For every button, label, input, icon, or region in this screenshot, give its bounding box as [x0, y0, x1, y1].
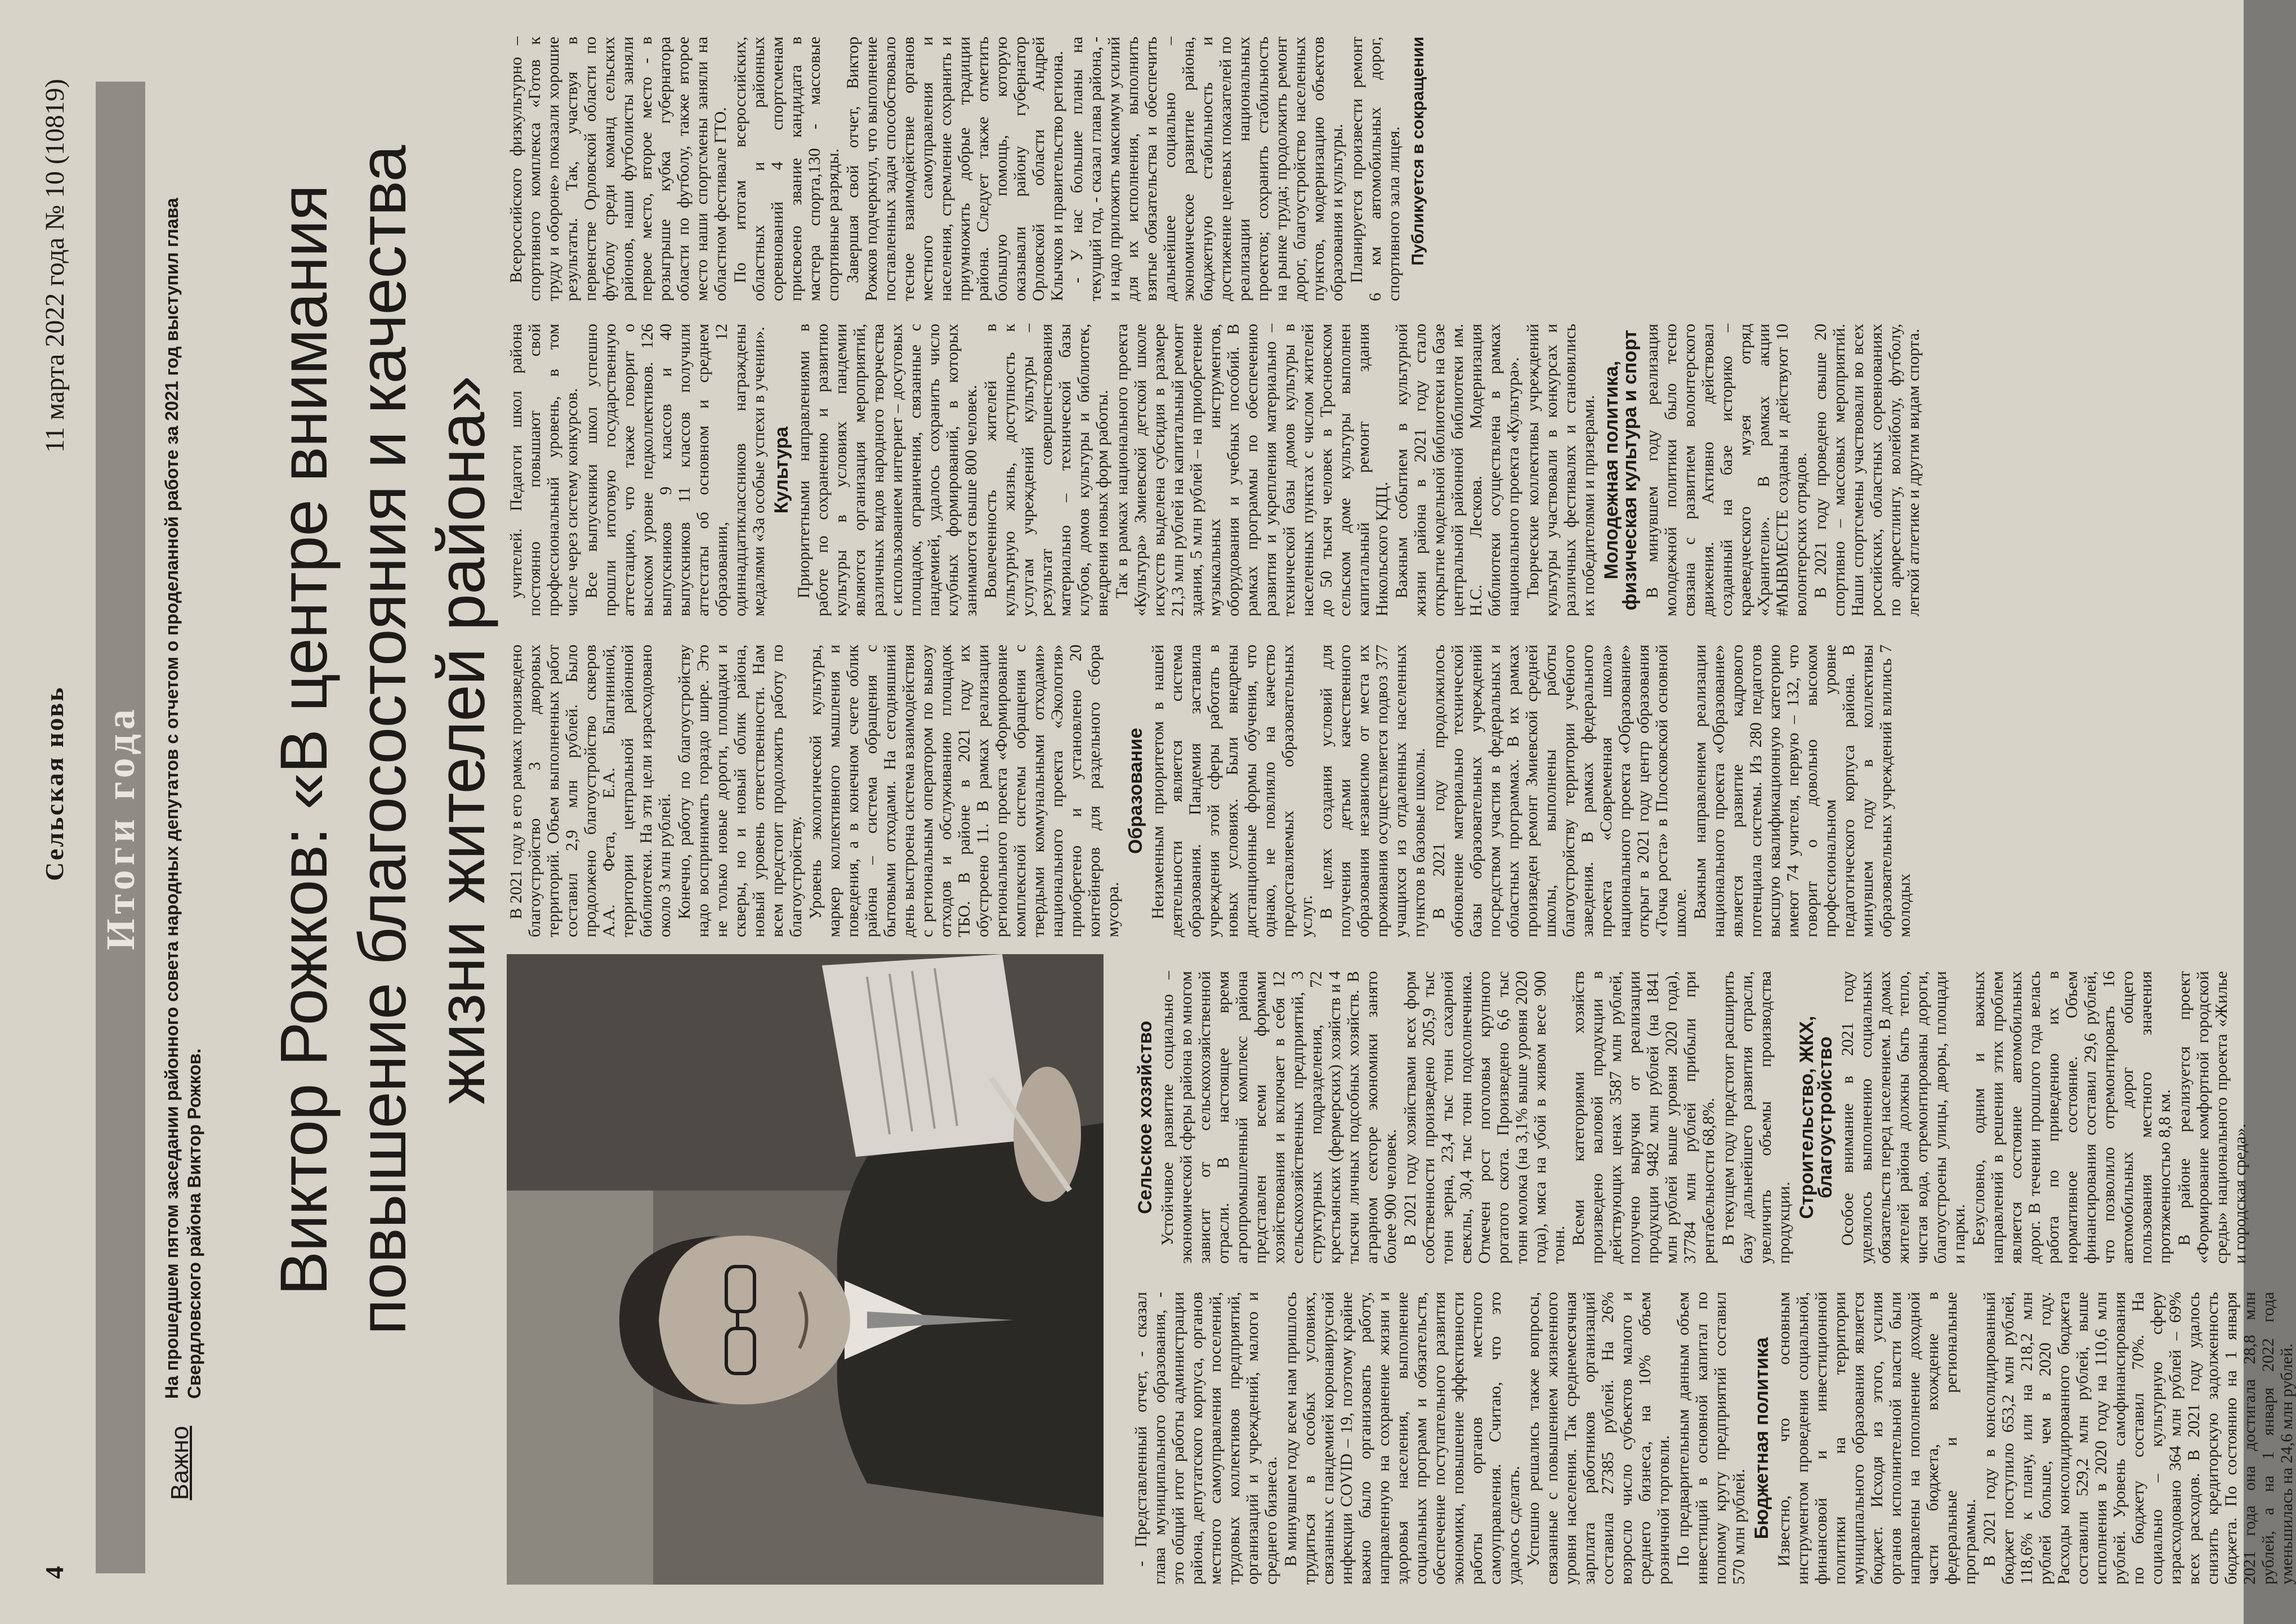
body-paragraph: Творческие коллективы учреждений культуры участвовали в конкурсах и различных фестивалях и становились их победителями и призерами. — [1524, 324, 1598, 616]
issue-date: 11 марта 2022 года № 10 (10819) — [40, 79, 70, 453]
body-paragraph: В 2021 году продолжилось обновление материально технической базы образовательных учреждений посредством участия в федеральных и областных программах. В их рамках произведен ремонт Змиевской средней школы, выполнены работы благоустройству территории учебного заведения. В рамках федерального проекта «Современная школа» национального проекта «Образование» открыт в 2021 году центр образования «Точка роста» в Плосковской основной школе. — [1430, 645, 1690, 937]
body-paragraph: В 2021 году хозяйствами всех форм собственности произведено 205,9 тыс тонн зерна, 23,4 тыс тонн сахарной свеклы, 30,4 тыс тонн подсолнечника. Отмечен рост поголовья крупного рогатого скота. Произведено 6,6 тыс тонн молока (на 3,1% выше уровня 2020 года), мяса на убой в живом весе 900 тонн. — [1401, 971, 1568, 1264]
body-paragraph: Уровень экологической культуры, маркер коллективного мышления и поведения, а в конечном счете облик района – система обращения с бытовыми отходами. На сегодняшний день выстроена система взаимодействия с региональным оператором по вывозу отходов и обслуживанию площадок ТБО. В районе в 2021 году их обустроено 11. В рамках реализации регионального проекта «Формирование комплексной системы обращения с твердыми коммунальными отходами» национального проекта «Экология» приобретено и установлено 20 контейнеров для раздельного сбора мусора. — [806, 645, 1122, 937]
text-column-3 — [507, 645, 2196, 937]
text-column-5 — [507, 37, 2196, 301]
body-paragraph: Важным событием в культурной жизни района в 2021 году стало открытие модельной библиотеки на базе центральной районной библиотеки им. Н.С. Лескова. Модернизация библиотеки осуществлена в рамках национального проекта «Культура». — [1392, 324, 1522, 616]
body-paragraph: В минувшем году реализация молодежной политики было тесно связана с развитием волонтерского движения. Активно действовал созданный на базе историко – краеведческого музея отряд «Хранители». В рамках акции #МЫВМЕСТЕ созданы и действуют 10 волонтерских отрядов. — [1643, 324, 1810, 616]
body-paragraph: Безусловно, одним и важных направлений в решении этих проблем является состояние автомобильных дорог. В течении прошлого года велась работа по приведению их в нормативное состояние. Объем финансирования составил 29,6 рублей, что позволило отремонтировать 16 автомобильных дорог общего пользования местного значения протяженностью 8,8 км. — [1969, 971, 2174, 1264]
body-paragraph: Всеми категориями хозяйств произведено валовой продукции в действующих ценах 3587 млн рублей, получено выручки от реализации продукции 9482 млн рублей (на 1841 млн рублей выше уровня 2020 года), 37784 млн рублей прибыли при рентабельности 68,8%. — [1569, 971, 1718, 1264]
body-paragraph: Всероссийского физкультурно – спортивного комплекса «Готов к труду и обороне» показали хорошие результаты. Так, участвуя в первенстве Орловской области по футболу среди команд сельских районов, наши футболисты заняли первое место, второе место - в розыгрыше кубка губернатора области по футболу, также второе место наши спортсмены заняли на областном фестивале ГТО. — [507, 37, 730, 301]
newspaper-name: Сельская новь — [40, 686, 69, 881]
body-paragraph: В минувшем году всем нам пришлось трудиться в особых условиях, связанных с пандемией коронавирусной инфекции COVID – 19, поэтому крайне важно было организовать работу, направленную на сохранение жизни и здоровья населения, выполнение социальных программ и обязательств, обеспечение поступательного развития экономики, повышение эффективности работы органов местного самоуправления. Считаю, что это удалось сделать. — [1281, 1292, 1523, 1585]
section-heading: Культура — [771, 426, 792, 514]
body-paragraph: Вовлеченность жителей в культурную жизнь, доступность к услугам учреждений культуры – результат совершенствования материально – технической базы клубов, домов культуры и библиотек, внедрения новых форм работы. — [981, 324, 1111, 616]
text-column-1 — [1132, 1292, 2296, 1585]
body-paragraph: Известно, что основным инструментом проведения социальной, финансовой и инвестиционной политики на территории муниципального образования является бюджет. Исходя из этого, усилия органов исполнительной власти были направлены на пополнение доходной части бюджета, вхождение в федеральные и региональные программы. — [1775, 1292, 1979, 1585]
body-paragraph: Завершая свой отчет, Виктор Рожков подчеркнул, что выполнение поставленных задач способствовало тесное взаимодействие органов местного самоуправления и населения, стремление сохранить и приумножить добрые традиции района. Следует также отметить большую помощь, которую оказывали району губернатор Орловской области Андрей Клычков и правительство региона. — [843, 37, 1066, 301]
section-banner: Итоги года — [96, 82, 145, 1573]
section-heading: Молодежная политика, физическая культура и спорт — [1601, 329, 1641, 611]
publication-note: Публикуется в сокращении — [1409, 37, 1427, 266]
running-header — [39, 79, 79, 1579]
body-paragraph: В районе реализуется проект «Формирование комфортной городской среды» национального проекта «Жилье и городская среда». — [2175, 971, 2249, 1264]
body-paragraph: - Представленный отчет, - сказал глава муниципального образования, - это общий итог работы администрации района, депутатского корпуса, органов местного самоуправления поселений, трудовых коллективов предприятий, организаций и учреждений, малого и среднего бизнеса. — [1132, 1292, 1280, 1585]
body-paragraph: В 2021 году в его рамках произведено благоустройство 3 дворовых территорий. Объем выполненных работ составил 2,9 млн рублей. Было продолжено благоустройство скверов А.А. Фета, Е.А. Благининой, территории центральной районной библиотеки. На эти цели израсходовано около 3 млн рублей. — [507, 645, 674, 937]
body-paragraph: Планируется произвести ремонт 6 км автомобильных дорог, спортивного зала лицея. — [1347, 37, 1403, 301]
body-paragraph: Так в рамках национального проекта «Культура» Змиевской детской школе искусств выделена субсидия в размере 21,3 млн рублей на капитальный ремонт здания, 5 млн рублей – на приобретение музыкальных инструментов, оборудования и учебных пособий. В рамках программы по обеспечению развития и укрепления материально – технической базы домов культуры в населенных пунктах с числом жителей до 50 тысяч человек в Тросновском сельском доме культуры выполнен капитальный ремонт здания Никольского КДЦ. — [1113, 324, 1391, 616]
rubric-label: Важно — [166, 1425, 194, 1500]
body-paragraph: В 2021 году проведено свыше 20 спортивно – массовых мероприятий. Наши спортсмены участвовали во всех российских, областных соревнованиях по армрестлингу, волейболу, футболу, легкой атлетике и другим видам спорта. — [1811, 324, 1923, 616]
body-paragraph: Конечно, работу по благоустройству надо воспринимать гораздо шире. Это не только новые дороги, площадки и скверы, но и новый облик района, новый уровень ответственности. Нам всем предстоит продолжить работу по благоустройству. — [675, 645, 805, 937]
body-paragraph: Успешно решались также вопросы, связанные с повышением жизненного уровня населения. Так среднемесячная зарплата работников организаций составила 27385 рублей. На 26% возросло число субъектов малого и среднего бизнеса, на 10% объем розничной торговли. — [1524, 1292, 1673, 1585]
text-column-2 — [1132, 971, 2249, 1264]
body-paragraph: Особое внимание в 2021 году уделялось выполнению социальных обязательств перед населением. В домах жителей района должны быть тепло, чистая вода, отремонтированы дороги, благоустроены улицы, дворы, площади и парки. — [1838, 971, 1968, 1264]
photo-illustration — [507, 954, 1104, 1585]
page-number: 4 — [40, 1566, 69, 1579]
section-heading: Бюджетная политика — [1751, 1337, 1772, 1540]
section-heading: Образование — [1125, 727, 1146, 854]
section-heading: Строительство, ЖКХ, благоустройство — [1796, 1015, 1836, 1219]
body-paragraph: В 2021 году в консолидированный бюджет поступило 653,2 млн рублей, 118,6% к плану, или на 218,2 млн рублей больше, чем в 2020 году. Расходы консолидированного бюджета составили 529,2 млн рублей, выше исполнения в 2020 году на 110,6 млн рублей. Уровень самофинансирования по бюджету составил 70%. На социально – культурную сферу израсходовано 364 млн рублей – 69% всех расходов. В 2021 году удалось снизить кредиторскую задолженность бюджета. По состоянию на 1 января 2021 года она достигала 28,8 млн рублей, а на 1 января 2022 года уменьшилась на 24,6 млн рублей. — [1980, 1292, 2296, 1585]
article-headline: Виктор Рожков: «В центре внимания повышение благосостояния и качества жизни жителей района» — [267, 145, 499, 1335]
body-paragraph: По предварительным данным объем инвестиций в основной капитал по полному кругу предприятий составил 570 млн рублей. — [1674, 1292, 1748, 1585]
body-paragraph: Приоритетными направлениями в работе по сохранению и развитию культуры в условиях пандемии являются организация мероприятий, различных видов народного творчества с использованием интернет – досуговых площадок, ограничения, связанные с пандемией, удалось сохранить число клубных формирований, в которых занимаются свыше 800 человек. — [794, 324, 980, 616]
body-paragraph: учителей. Педагоги школ района постоянно повышают свой профессиональный уровень, в том числе через систему конкурсов. — [507, 324, 581, 616]
body-paragraph: Устойчивое развитие социально – экономической сферы района во многом зависит от сельскохозяйственной отрасли. В настоящее время агропромышленный комплекс района представлен всеми формами хозяйствования и включает в себя 12 сельскохозяйственных предприятий, 3 структурных подразделения, 72 крестьянских (фермерских) хозяйств и 4 тысячи личных подсобных хозяйств. В аграрном секторе экономики занято более 900 человек. — [1158, 971, 1400, 1264]
body-paragraph: По итогам всероссийских, областных и районных соревнований 4 спортсменам присвоено звание кандидата в мастера спорта,130 - массовые спортивные разряды. — [731, 37, 842, 301]
section-heading: Сельское хозяйство — [1134, 1021, 1156, 1214]
body-paragraph: Важным направлением реализации национального проекта «Образование» является развитие кадрового потенциала системы. Из 280 педагогов высшую квалификационную категорию имеют 74 учителя, первую – 132, что говорит о довольно высоком профессиональном уровне педагогического корпуса района. В минувшем году в коллективы образовательных учреждений влились 7 молодых — [1691, 645, 1914, 937]
body-paragraph: Все выпускники школ успешно прошли итоговую государственную аттестацию, что также говорит о высоком уровне педколлективов. 126 выпускников 9 классов и 40 выпускников 11 классов получили аттестаты об основном и среднем образовании, 12 одиннадцатиклассников награждены медалями «За особые успехи в учении». — [582, 324, 768, 616]
text-column-4 — [507, 324, 2196, 616]
body-paragraph: В текущем году предстоит расширить базу дальнейшего развития отрасли, увеличить объемы производства продукции. — [1719, 971, 1793, 1264]
body-paragraph: Неизменным приоритетом в нашей деятельности является система образования. Пандемия заставила учреждения этой сферы работать в новых условиях. Были внедрены дистанционные формы обучения, что однако, не повлияло на качество предоставляемых образовательных услуг. — [1149, 645, 1316, 937]
body-paragraph: - У нас большие планы на текущий год, - сказал глава района, - и надо приложить максимум усилий для их исполнения, выполнить взятые обязательства и обеспечить дальнейшее социально – экономическое развитие района, бюджетную стабильность и достижение целевых показателей по реализации национальных проектов; сохранить стабильность на рынке труда; продолжить ремонт дорог, благоустройство населенных пунктов, модернизацию объектов образования и культуры. — [1067, 37, 1346, 301]
body-paragraph: В целях создания условий для получения детьми качественного образования независимо от места их проживания осуществляется подвоз 377 учащихся из отдаленных населенных пунктов в базовые школы. — [1317, 645, 1428, 937]
article-photo — [507, 954, 1104, 1585]
lead-paragraph: На прошедшем пятом заседании районного совета народных депутатов с отчетом о проделанной работе за 2021 год выступил глава Свердловского района Виктор Рожков. — [162, 198, 204, 1399]
